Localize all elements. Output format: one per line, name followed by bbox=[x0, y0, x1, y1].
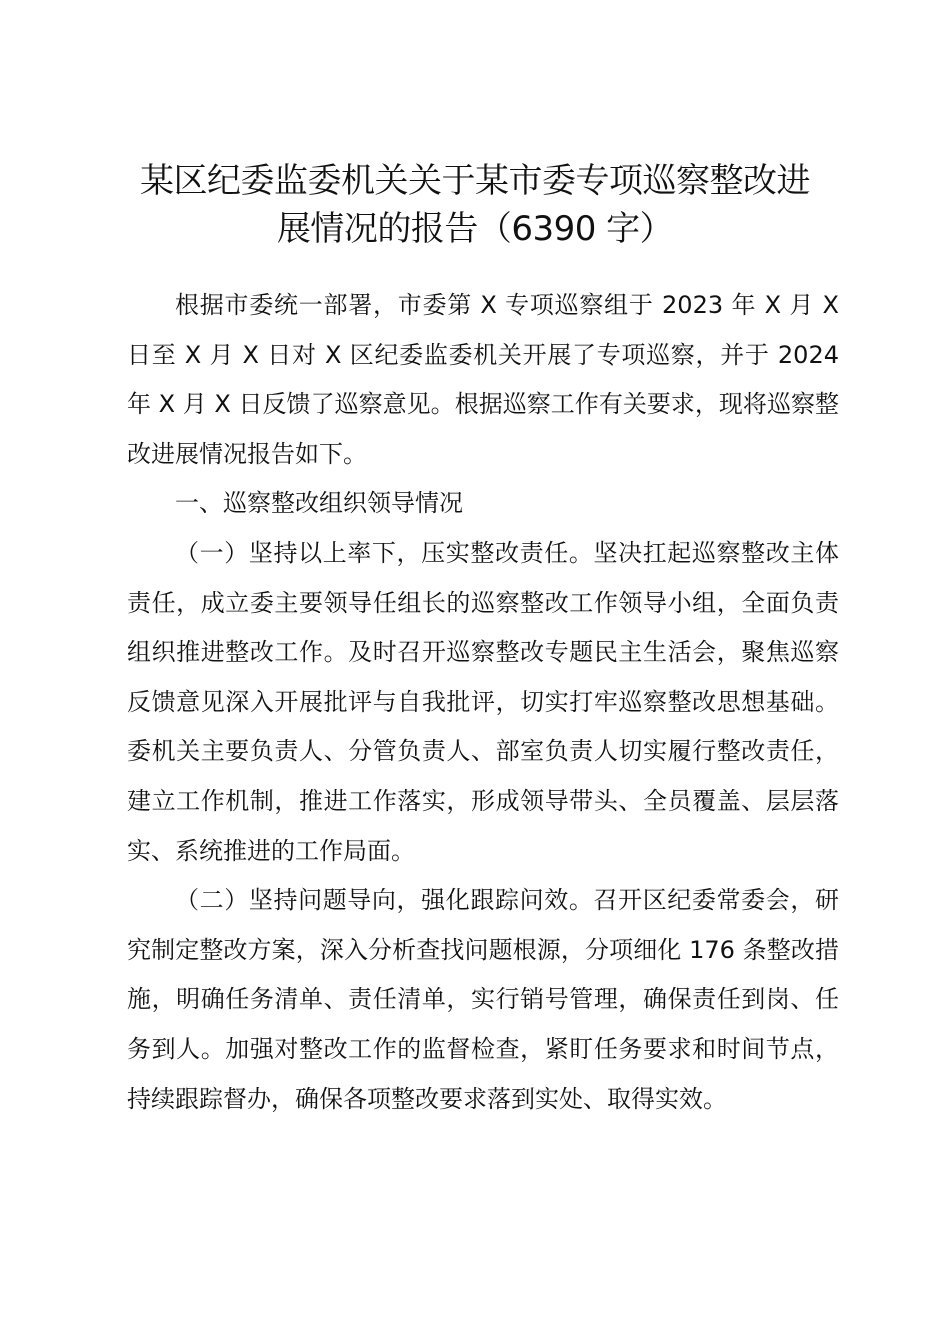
intro-paragraph: 根据市委统一部署，市委第 X 专项巡察组于 2023 年 X 月 X 日至 X 月 X 日对 X 区纪委监委机关开展了专项巡察，并于 2024 年 X 月 X 日反馈了巡察意见。根据巡察工作有关要求，现将巡察整改进展情况报告如下。 bbox=[127, 291, 839, 468]
document-title bbox=[100, 157, 850, 253]
section-heading: 一、巡察整改组织领导情况 bbox=[175, 489, 463, 518]
title-line-2: 展情况的报告（6390 字） bbox=[276, 209, 674, 249]
document-body bbox=[127, 281, 839, 1124]
subsection-paragraph-1: （一）坚持以上率下，压实整改责任。坚决扛起巡察整改主体责任，成立委主要领导任组长的巡察整改工作领导小组，全面负责组织推进整改工作。及时召开巡察整改专题民主生活会，聚焦巡察反馈意见深入开展批评与自我批评，切实打牢巡察整改思想基础。委机关主要负责人、分管负责人、部室负责人切实履行整改责任，建立工作机制，推进工作落实，形成领导带头、全员覆盖、层层落实、系统推进的工作局面。 bbox=[127, 538, 839, 865]
title-line-1: 某区纪委监委机关关于某市委专项巡察整改进 bbox=[140, 161, 810, 201]
subsection-paragraph-2: （二）坚持问题导向，强化跟踪问效。召开区纪委常委会，研究制定整改方案，深入分析查找问题根源，分项细化 176 条整改措施，明确任务清单、责任清单，实行销号管理，确保责任到岗、任务到人。加强对整改工作的监督检查，紧盯任务要求和时间节点，持续跟踪督办，确保各项整改要求落到实处、取得实效。 bbox=[127, 886, 839, 1113]
